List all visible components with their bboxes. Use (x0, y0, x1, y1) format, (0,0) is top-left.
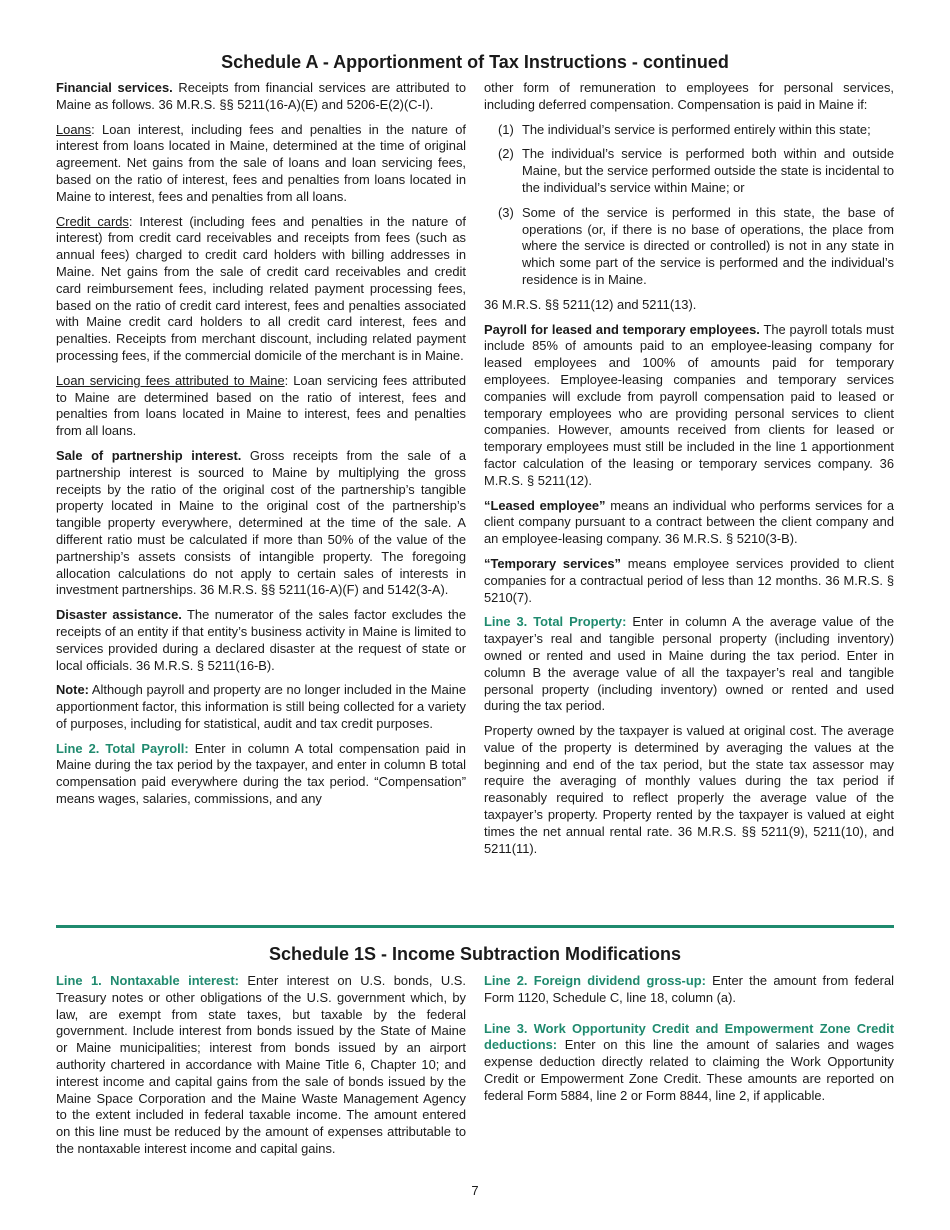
list-item: (1) The individual’s service is performed entirely within this state; (498, 121, 871, 137)
financial-services-paragraph: Financial services. Receipts from financial services are attributed to Maine as follows. 36 M.R.S. §§ 5211(16-A)(E) and 5206-E(2)(C-I). (56, 80, 466, 112)
schedule-1s-right-column (484, 973, 894, 1113)
schedule-a-right-column (484, 80, 894, 865)
line3-work-opportunity-paragraph: Line 3. Work Opportunity Credit and Empowerment Zone Credit deductions: Enter on this line the amount of salaries and wages expense deduction directly related to claiming the Work Opportunity Credit or Empowerment Zone Credit. These amounts are reported on federal Form 5884, line 2 or Form 8844, line 2, if applicable. (484, 1020, 894, 1103)
line1-nontaxable-interest-paragraph: Line 1. Nontaxable interest: Enter interest on U.S. bonds, U.S. Treasury notes or other obligations of the U.S. government which, by law, are exempt from state taxes, but taxable by the federal government. Include interest from bonds issued by the State of Maine or Maine municipalities; interest from bonds issued by an airport authority chartered in accordance with Maine Title 6, Chapter 10; and interest income and capital gains from the sale of bonds issued by the Maine Space Corporation and the Maine Waste Management Agency to the extent included in federal taxable income. The amount entered on this line must be reduced by the amount of expenses attributable to the nontaxable interest income and capital gains. (56, 973, 466, 1156)
list-item: (3) Some of the service is performed in this state, the base of operations (or, if there is no base of operations, the place from where the service is directed or controlled) is not in any state in which some part of the service is performed and the individual’s residence is in Maine. (498, 204, 894, 287)
credit-cards-paragraph: Credit cards: Interest (including fees and penalties in the nature of interest) from credit card receivables and receipts from fees (such as annual fees) charged to credit card holders with billing addresses in Maine. Net gains from the sale of credit card receivables and credit card reimbursement fees, including related payment processing fees, based on the ratio of credit card interest, fees and penalties associated with Maine credit card holders to all credit card interest, fees and penalties. Receipts from merchant discount, including related payment processing fees, if the commercial domicile of the merchant is in Maine. (56, 213, 466, 363)
line2-payroll-paragraph: Line 2. Total Payroll: Enter in column A total compensation paid in Maine during the tax period by the taxpayer, and enter in column B total compensation paid everywhere during the tax period. “Compensation” means wages, salaries, commissions, and any (56, 740, 466, 807)
loan-servicing-paragraph: Loan servicing fees attributed to Maine: Loan servicing fees attributed to Maine are determined based on the ratio of interest, fees and penalties from loans located in Maine to interest, fees and penalties from all loans. (56, 372, 467, 439)
loans-paragraph: Loans: Loan interest, including fees and penalties in the nature of interest from loans located in Maine, determined at the time of original agreement. Net gains from the sale of loans and loan servicing fees, based on the ratio of interest, fees and penalties from loans located in Maine to interest, fees and penalties from all loans. (56, 121, 466, 204)
payroll-leased-paragraph: Payroll for leased and temporary employees. The payroll totals must include 85% of amounts paid to an employee-leasing company for leased employees and 100% of amounts paid for temporary employees. Employee-leasing companies and temporary services companies will exclude from payroll compensation paid to leased or temporary employees who are providing personal services to client companies. However, amounts received from clients for leased or temporary employees must still be included in the line 1 apportionment factor calculation of the leasing or temporary services company. 36 M.R.S. § 5211(12). (484, 321, 894, 488)
compensation-continuation: other form of remuneration to employees for personal services, including deferred compensation. Compensation is paid in Maine if: (484, 80, 894, 112)
schedule-1s-title: Schedule 1S - Income Subtraction Modifications (268, 944, 682, 964)
note-paragraph: Note: Although payroll and property are no longer included in the Maine apportionment factor, this information is still being collected for a variety of purposes, including for statistical, audit and tax credit purposes. (56, 682, 466, 731)
line2-foreign-dividend-paragraph: Line 2. Foreign dividend gross-up: Enter the amount from federal Form 1120, Schedule C, line 18, column (a). (484, 973, 894, 1005)
page-number: 7 (471, 1183, 479, 1198)
disaster-paragraph: Disaster assistance. The numerator of the sales factor excludes the receipts of an entity if that entity’s business activity in Maine is limited to services provided during a declared disaster at the request of state or local officials. 36 M.R.S. § 5211(16-B). (56, 607, 466, 673)
schedule-a-title: Schedule A - Apportionment of Tax Instructions - continued (221, 52, 729, 72)
section-divider (56, 925, 894, 928)
partnership-paragraph: Sale of partnership interest. Gross receipts from the sale of a partnership interest is sourced to Maine by multiplying the gross receipts by the ratio of the original cost of the partnership’s tangible property located in Maine to the original cost of the partnership’s tangible property everywhere, determined at the time of the sale. A different ratio must be calculated if more than 50% of the value of the partnership’s assets consists of intangible property. The foregoing allocation calculations do not apply to certain sales of interests in investment partnerships. 36 M.R.S. §§ 5211(16-A)(F) and 5142(3-A). (56, 447, 466, 598)
schedule-1s-left-column (56, 973, 466, 1166)
compensation-conditions-list (484, 122, 894, 289)
list-item: (2) The individual’s service is performed both within and outside Maine, but the service performed outside the state is incidental to the individual’s service within Maine; or (498, 146, 894, 195)
line3-property-paragraph: Line 3. Total Property: Enter in column A the average value of the taxpayer’s real and tangible personal property (including inventory) owned or rented and used in Maine during the tax period. Enter in column B the average value of all the taxpayer’s real and tangible personal property (including inventory) owned or rented and used during the tax period. (484, 614, 894, 714)
compensation-citation: 36 M.R.S. §§ 5211(12) and 5211(13). (484, 296, 697, 312)
temporary-services-paragraph: “Temporary services” means employee services provided to client companies for a contractual period of less than 12 months. 36 M.R.S. § 5210(7). (484, 555, 894, 605)
leased-employee-paragraph: “Leased employee” means an individual who performs services for a client company pursuant to a contract between the client company and an employee-leasing company. 36 M.R.S. § 5210(3-B). (484, 497, 894, 547)
property-valued-paragraph: Property owned by the taxpayer is valued at original cost. The average value of the property is determined by averaging the values at the beginning and end of the tax period, but the state tax assessor may require the averaging of monthly values during the tax period if reasonably required to reflect properly the average value of the taxpayer’s property. Property rented by the taxpayer is valued at eight times the net annual rental rate. 36 M.R.S. §§ 5211(9), 5211(10), and 5211(11). (484, 723, 894, 856)
schedule-a-left-column (56, 80, 466, 816)
